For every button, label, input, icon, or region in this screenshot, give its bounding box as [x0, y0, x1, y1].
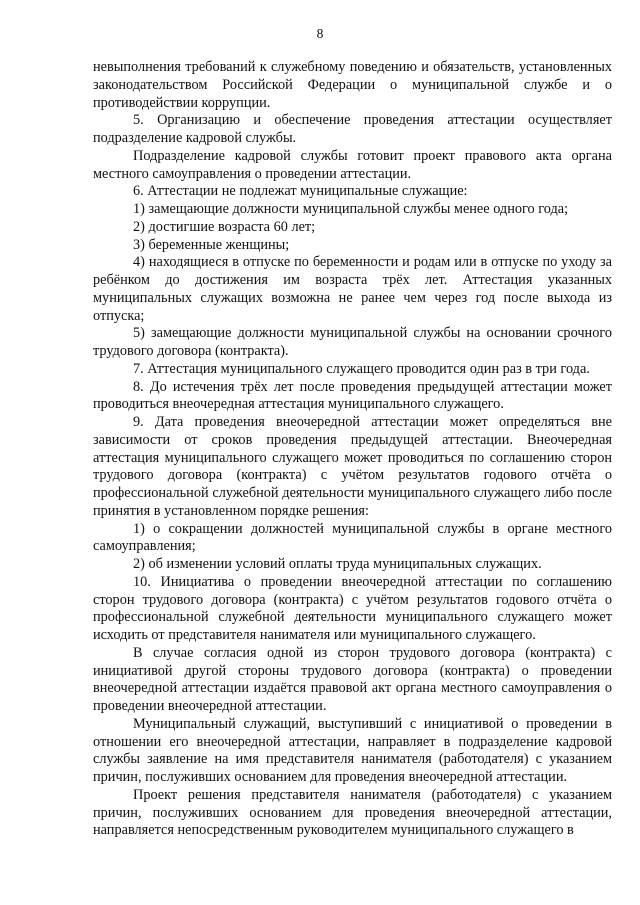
paragraph-continuation: невыполнения требований к служебному поведению и обязательств, установленных законодательством Российской Федерации о муниципальной службе и о противодействии коррупции.	[93, 59, 612, 111]
list-item-6-3: 3) беременные женщины;	[133, 236, 290, 253]
paragraph-item-9: 9. Дата проведения внеочередной аттестации может определяться вне зависимости от сроков проведения предыдущей аттестации. Внеочередная аттестация муниципального служащего может проводиться по соглашению сторон трудового договора (контракта) с учётом результатов годового отчёта о профессиональной служебной деятельности муниципального служащего либо после принятия в установленном порядке решения:	[93, 414, 612, 519]
paragraph-hr-draft: Подразделение кадровой службы готовит проект правового акта органа местного самоуправления о проведении аттестации.	[93, 147, 612, 182]
paragraph-item-8: 8. До истечения трёх лет после проведения предыдущей аттестации может проводиться внеочередная аттестация муниципального служащего.	[93, 378, 612, 413]
list-item-9-1: 1) о сокращении должностей муниципальной службы в органе местного самоуправления;	[93, 520, 612, 555]
list-item-6-5: 5) замещающие должности муниципальной службы на основании срочного трудового договора (контракта).	[93, 325, 612, 359]
paragraph-item-5: 5. Организацию и обеспечение проведения аттестации осуществляет подразделение кадровой службы.	[93, 112, 612, 146]
paragraph-employee-initiative: Муниципальный служащий, выступивший с инициативой о проведении в отношении его внеочередной аттестации, направляет в подразделение кадровой службы заявление на имя представителя нанимателя (работодателя) с указанием причин, послуживших основанием для проведения внеочередной аттестации.	[93, 715, 612, 785]
list-item-6-2: 2) достигшие возраста 60 лет;	[133, 218, 316, 235]
list-item-6-4: 4) находящиеся в отпуске по беременности и родам или в отпуске по уходу за ребёнком до достижения им возраста трёх лет. Аттестация указанных муниципальных служащих возможна не ранее чем через год после выхода из отпуска;	[93, 254, 612, 324]
list-item-6-1: 1) замещающие должности муниципальной службы менее одного года;	[133, 201, 569, 217]
list-item-9-2: 2) об изменении условий оплаты труда муниципальных служащих.	[133, 556, 542, 572]
paragraph-item-7: 7. Аттестация муниципального служащего проводится один раз в три года.	[133, 360, 590, 377]
page-number: 8	[316, 26, 324, 41]
paragraph-draft-decision: Проект решения представителя нанимателя (работодателя) с указанием причин, послуживших основанием для проведения внеочередной аттестации, направляется непосредственным руководителем муниципального служащего в	[93, 786, 612, 839]
paragraph-agreement: В случае согласия одной из сторон трудового договора (контракта) с инициативой другой стороны трудового договора (контракта) о проведении внеочередной аттестации издаётся правовой акт органа местного самоуправления о проведении внеочередной аттестации.	[93, 644, 612, 714]
document-body	[93, 59, 612, 840]
paragraph-item-10: 10. Инициатива о проведении внеочередной аттестации по соглашению сторон трудового договора (контракта) с учётом результатов годового отчёта о профессиональной служебной деятельности муниципального служащего может исходить от представителя нанимателя или муниципального служащего.	[93, 573, 612, 643]
paragraph-item-6: 6. Аттестации не подлежат муниципальные служащие:	[133, 183, 468, 200]
